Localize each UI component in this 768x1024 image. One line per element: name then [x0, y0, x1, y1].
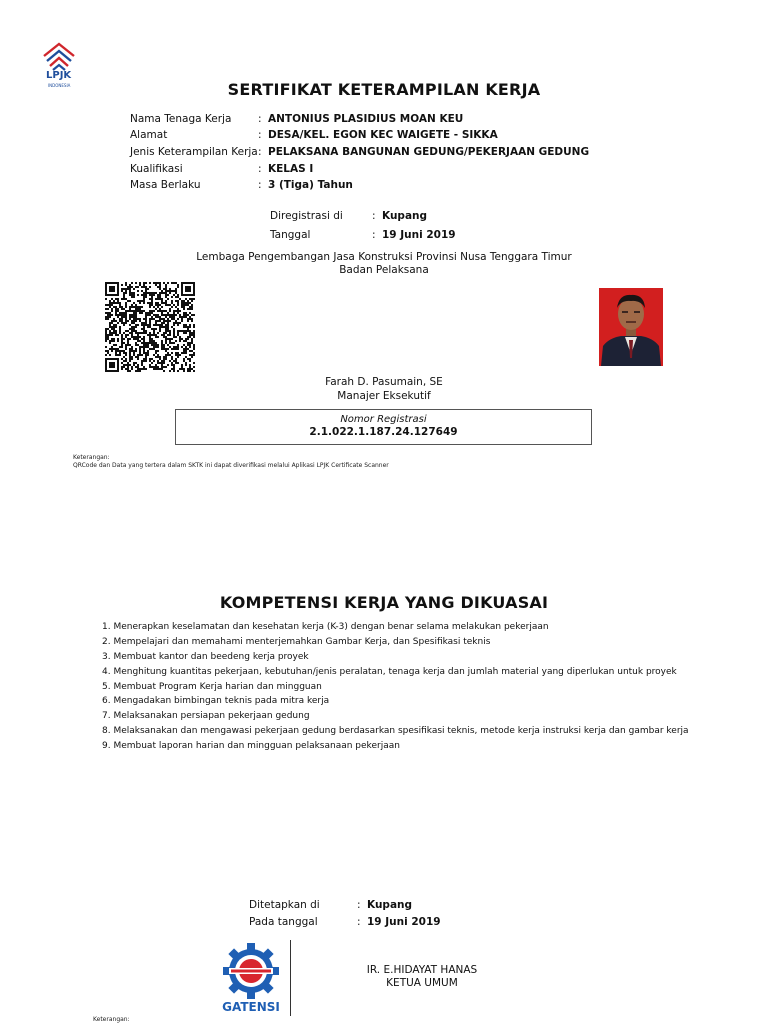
- competency-item: 6. Mengadakan bimbingan teknis pada mitra kerja: [102, 696, 330, 707]
- field-label: Masa Berlaku: [130, 179, 201, 191]
- field-value: ANTONIUS PLASIDIUS MOAN KEU: [268, 113, 464, 125]
- footer-signatory-position: KETUA UMUM: [386, 977, 458, 989]
- registration-number-box: [175, 409, 592, 445]
- field-value: DESA/KEL. EGON KEC WAIGETE - SIKKA: [268, 129, 498, 141]
- note-text: QRCode dan Data yang tertera dalam SKTK ini dapat diverifikasi melalui Aplikasi LPJK Certificate Scanner: [73, 462, 389, 469]
- qr-code: [105, 282, 195, 372]
- registration-label: Tanggal: [270, 229, 311, 241]
- footer-signatory-name: IR. E.HIDAYAT HANAS: [366, 964, 478, 976]
- person-photo-icon: [599, 288, 663, 366]
- footer-field-label: Ditetapkan di: [249, 899, 320, 911]
- competency-title: KOMPETENSI KERJA YANG DIKUASAI: [219, 593, 549, 612]
- footer-divider: [290, 940, 291, 1016]
- lpjk-emblem-icon: [38, 38, 80, 72]
- gatensi-logo: [214, 942, 288, 1016]
- footer-field-value: 19 Juni 2019: [367, 916, 441, 928]
- competency-item: 8. Melaksanakan dan mengawasi pekerjaan gedung berdasarkan spesifikasi teknis, metode kerja instruksi kerja dan gambar kerja: [102, 726, 689, 737]
- competency-item: 1. Menerapkan keselamatan dan kesehatan kerja (K-3) dengan benar selama melakukan pekerjaan: [102, 622, 549, 632]
- lpjk-logo-text: LPJK: [46, 70, 72, 81]
- signatory-position: Manajer Eksekutif: [337, 390, 431, 402]
- competency-item: 9. Membuat laporan harian dan mingguan pelaksanaan pekerjaan: [102, 741, 400, 752]
- field-label: Kualifikasi: [130, 163, 183, 175]
- registration-label: Diregistrasi di: [270, 210, 343, 222]
- competency-list: [102, 620, 689, 754]
- competency-item: 3. Membuat kantor dan beedeng kerja proyek: [102, 651, 309, 662]
- registration-number-value: 2.1.022.1.187.24.127649: [309, 426, 458, 438]
- competency-item: 5. Membuat Program Kerja harian dan mingguan: [102, 681, 322, 692]
- field-label: Nama Tenaga Kerja: [130, 113, 232, 125]
- field-label: Jenis Keterampilan Kerja: [130, 146, 258, 158]
- competency-item: 4. Menghitung kuantitas pekerjaan, kebutuhan/jenis peralatan, tenaga kerja dan jumlah material yang diperlukan untuk proyek: [102, 666, 677, 677]
- field-value: PELAKSANA BANGUNAN GEDUNG/PEKERJAAN GEDUNG: [268, 146, 590, 158]
- holder-photo: [599, 288, 663, 366]
- footer-note-label: Keterangan:: [93, 1016, 130, 1023]
- gatensi-gear-icon: [214, 942, 288, 1000]
- note-label: Keterangan:: [73, 454, 110, 461]
- field-value: 3 (Tiga) Tahun: [268, 179, 353, 191]
- field-value: KELAS I: [268, 163, 314, 175]
- signatory-name: Farah D. Pasumain, SE: [325, 376, 443, 388]
- registration-number-label: Nomor Registrasi: [340, 414, 427, 425]
- certificate-title: SERTIFIKAT KETERAMPILAN KERJA: [227, 80, 541, 99]
- qr-code-icon: [105, 282, 195, 372]
- footer-field-value: Kupang: [367, 899, 413, 911]
- gatensi-logo-text: GATENSI: [222, 1000, 280, 1014]
- registration-value: Kupang: [382, 210, 428, 222]
- institution-name: Lembaga Pengembangan Jasa Konstruksi Provinsi Nusa Tenggara Timur: [196, 251, 572, 263]
- competency-item: 2. Mempelajari dan memahami menterjemahkan Gambar Kerja, dan Spesifikasi teknis: [102, 636, 491, 647]
- registration-value: 19 Juni 2019: [382, 229, 456, 241]
- lpjk-logo-subtext: INDONESIA: [48, 83, 71, 88]
- competency-item: 7. Melaksanakan persiapan pekerjaan gedung: [102, 711, 310, 722]
- field-label: Alamat: [130, 129, 168, 141]
- footer-field-label: Pada tanggal: [249, 916, 318, 928]
- institution-unit: Badan Pelaksana: [339, 264, 429, 276]
